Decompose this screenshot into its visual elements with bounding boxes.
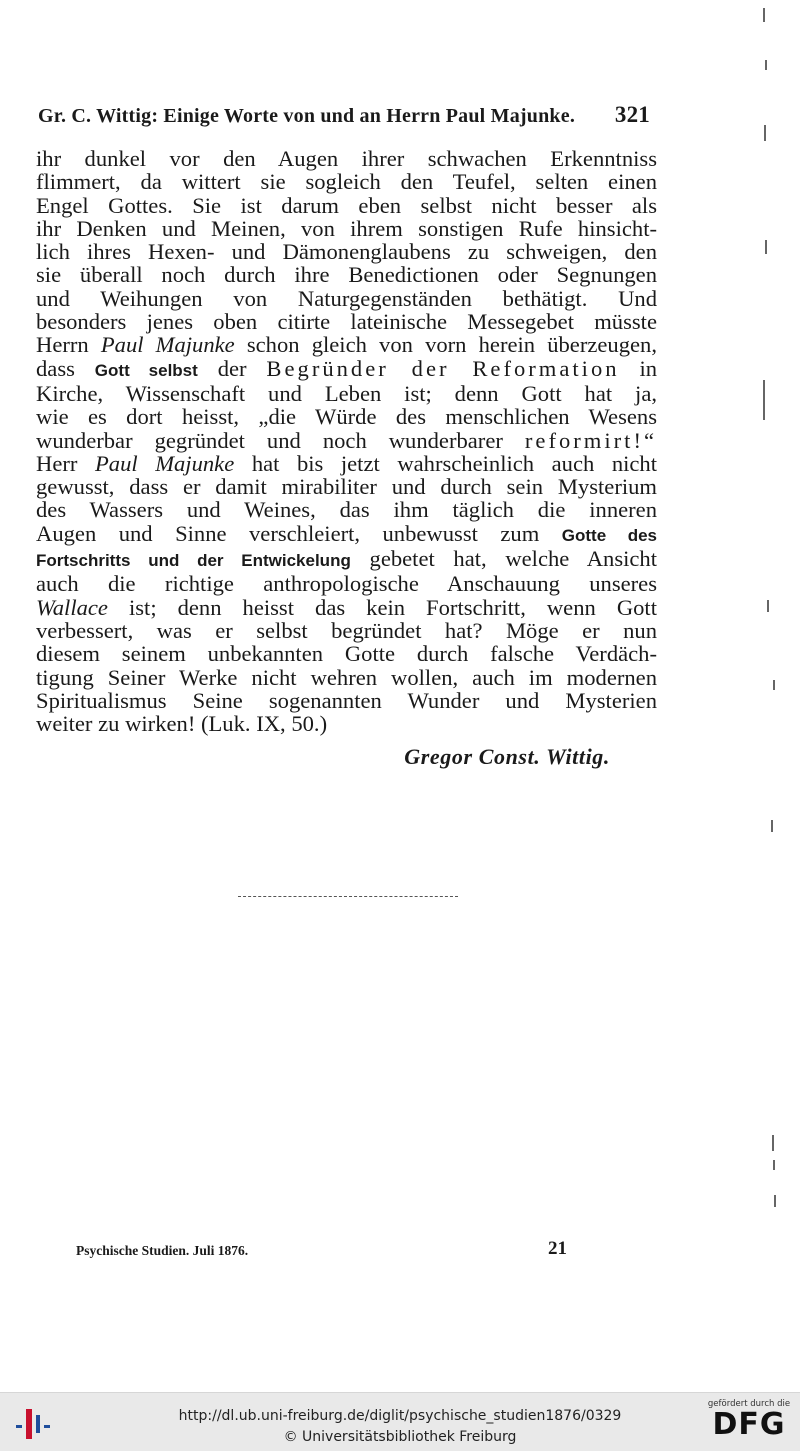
emphasis-spaced: reformirt!“ bbox=[524, 427, 657, 453]
text-run: gebetet hat, welche Ansicht bbox=[369, 546, 657, 572]
text-run: dass bbox=[36, 355, 75, 381]
text-run: Herr bbox=[36, 450, 78, 476]
text-line bbox=[36, 429, 657, 452]
scan-speck bbox=[773, 1160, 775, 1170]
dfg-funding-logo[interactable] bbox=[706, 1399, 792, 1441]
text-run: hat bis jetzt wahrscheinlich auch nicht bbox=[251, 450, 658, 476]
scan-speck bbox=[764, 125, 766, 141]
text-run: der bbox=[217, 355, 247, 381]
emphasis-bold: Gott selbst bbox=[94, 360, 198, 380]
scan-speck bbox=[767, 600, 769, 612]
text-line: lich ihres Hexen- und Dämonenglaubens zu schweigen, den bbox=[36, 239, 657, 265]
text-line bbox=[36, 547, 657, 572]
source-url[interactable]: http://dl.ub.uni-freiburg.de/diglit/psychische_studien1876/0329 bbox=[178, 1408, 622, 1424]
page-number: 321 bbox=[614, 102, 650, 127]
section-divider bbox=[238, 896, 458, 897]
text-line: auch die richtige anthropologische Anschauung unseres bbox=[36, 571, 657, 597]
text-line: und Weihungen von Naturgegenständen bethätigt. Und bbox=[36, 285, 657, 311]
footer-journal: Psychische Studien. Juli 1876. bbox=[76, 1243, 249, 1258]
copyright-notice: © Universitätsbibliothek Freiburg bbox=[283, 1429, 517, 1445]
dfg-logo-text: DFG bbox=[712, 1407, 786, 1442]
text-line: ihr dunkel vor den Augen ihrer schwachen Erkenntniss bbox=[36, 146, 657, 171]
text-line bbox=[36, 333, 657, 356]
body-text bbox=[36, 147, 657, 735]
running-header bbox=[38, 102, 650, 128]
dfg-tagline: gefördert durch die bbox=[707, 1399, 791, 1409]
running-title: Gr. C. Wittig: Einige Worte von und an Herrn Paul Majunke. bbox=[38, 105, 576, 127]
text-line bbox=[36, 596, 657, 619]
text-line: Spiritualismus Seine sogenannten Wunder und Mysterien bbox=[36, 687, 657, 713]
text-line: tigung Seiner Werke nicht wehren wollen, auch im modernen bbox=[36, 664, 657, 690]
scan-speck bbox=[765, 240, 767, 254]
text-run: ist; denn heisst das kein Fortschritt, wenn Gott bbox=[128, 594, 657, 620]
text-line bbox=[36, 357, 657, 382]
emphasis-bold: Fortschritts und der Entwickelung bbox=[36, 551, 351, 571]
scan-speck bbox=[774, 1195, 776, 1207]
person-name: Wallace bbox=[36, 594, 108, 620]
scan-speck bbox=[773, 680, 775, 690]
text-line: Engel Gottes. Sie ist darum eben selbst nicht besser als bbox=[36, 192, 657, 218]
text-line bbox=[36, 452, 657, 475]
text-line: besonders jenes oben citirte lateinische Messegebet müsste bbox=[36, 309, 657, 335]
text-run: in bbox=[639, 355, 658, 381]
text-line: diesem seinem unbekannten Gotte durch falsche Verdäch- bbox=[36, 641, 657, 667]
scan-margin-artifacts bbox=[755, 0, 785, 1380]
person-name: Paul Majunke bbox=[100, 332, 235, 358]
emphasis-spaced: Begründer der Reformation bbox=[266, 355, 620, 381]
emphasis-bold: Gotte des bbox=[561, 525, 658, 545]
text-line: wie es dort heisst, „die Würde des menschlichen Wesens bbox=[36, 404, 657, 430]
scan-speck bbox=[763, 380, 765, 420]
scan-speck bbox=[765, 60, 767, 70]
text-line bbox=[36, 522, 657, 547]
author-signature: Gregor Const. Wittig. bbox=[404, 744, 610, 769]
text-line: ihr Denken und Meinen, von ihrem sonstigen Rufe hinsicht- bbox=[36, 215, 657, 241]
text-line: verbessert, was er selbst begründet hat? Möge er nun bbox=[36, 617, 657, 643]
viewer-footer-bar bbox=[0, 1392, 800, 1451]
scan-speck bbox=[771, 820, 773, 832]
text-line: sie überall noch durch ihre Benedictionen oder Segnungen bbox=[36, 262, 657, 288]
scan-speck bbox=[763, 8, 765, 22]
text-line: flimmert, da wittert sie sogleich den Teufel, selten einen bbox=[36, 169, 657, 195]
text-line: weiter zu wirken! (Luk. IX, 50.) bbox=[36, 711, 328, 737]
person-name: Paul Majunke bbox=[94, 450, 235, 476]
text-run: Augen und Sinne verschleiert, unbewusst zum bbox=[36, 520, 540, 546]
text-line: Kirche, Wissenschaft und Leben ist; denn Gott hat ja, bbox=[36, 380, 657, 406]
text-run: wunderbar gegründet und noch wunderbarer bbox=[36, 427, 503, 453]
text-run: schon gleich von vorn herein überzeugen, bbox=[246, 332, 657, 358]
footer-sheet-number: 21 bbox=[548, 1238, 567, 1259]
text-line: gewusst, dass er damit mirabiliter und durch sein Mysterium bbox=[36, 474, 657, 500]
text-line: des Wassers und Weines, das ihm täglich die inneren bbox=[36, 497, 657, 523]
text-run: Herrn bbox=[36, 332, 89, 358]
scan-speck bbox=[772, 1135, 774, 1151]
